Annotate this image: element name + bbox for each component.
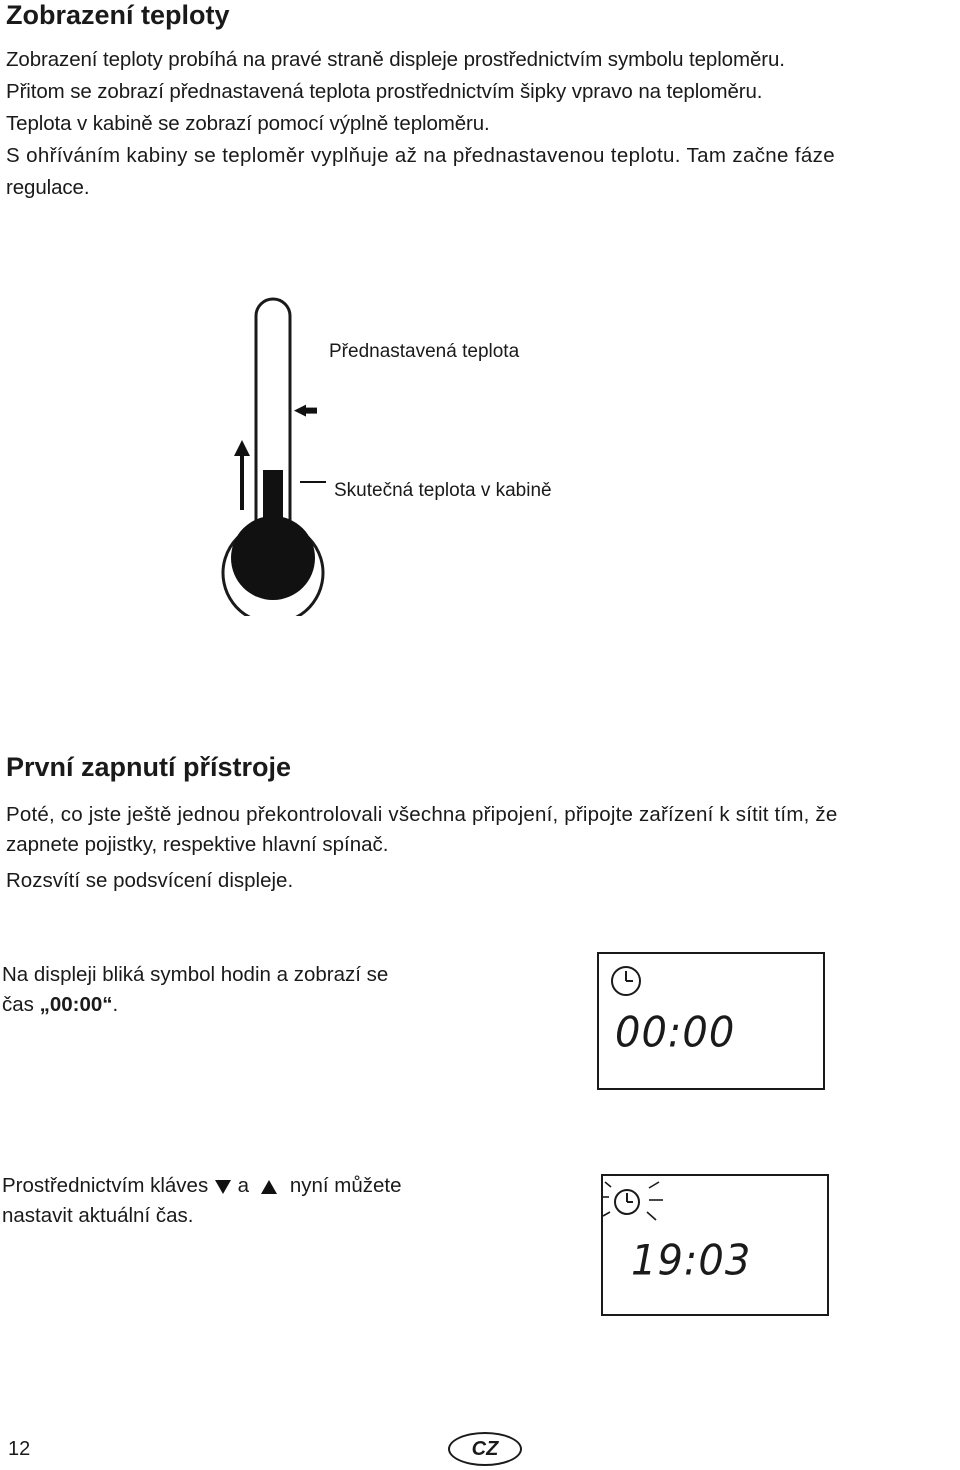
paragraph-line	[2, 990, 388, 1020]
thermometer-fill	[263, 470, 283, 564]
preset-temperature-label: Přednastavená teplota	[329, 341, 520, 362]
step-clock-blinking-text	[2, 960, 388, 1020]
clock-icon	[609, 964, 643, 998]
text-part: Prostřednictvím kláves	[2, 1174, 209, 1197]
actual-temperature-tick	[300, 481, 326, 483]
time-value-bold: „00:00“	[39, 993, 113, 1016]
page-number: 12	[8, 1438, 31, 1460]
lcd-time-readout: 19:03	[631, 1236, 752, 1286]
paragraph-line: regulace.	[6, 176, 90, 199]
actual-temperature-label: Skutečná teplota v kabině	[334, 480, 552, 501]
text-prefix: čas	[2, 993, 40, 1016]
temperature-display-paragraph	[6, 44, 956, 204]
paragraph-line: Zobrazení teploty probíhá na pravé straně displeje prostřednictvím symbolu teploměru.	[6, 48, 785, 71]
paragraph-line: Poté, co jste ještě jednou překontrolovali všechna připojení, připojte zařízení k sítit tím, že	[6, 803, 838, 826]
lcd-display-set-time	[601, 1174, 829, 1316]
paragraph-line	[2, 1171, 402, 1201]
paragraph-line: Přitom se zobrazí přednastavená teplota prostřednictvím šipky vpravo na teploměru.	[6, 80, 763, 103]
language-badge: CZ	[448, 1432, 522, 1466]
preset-arrow-icon	[294, 405, 317, 417]
paragraph-line: S ohříváním kabiny se teploměr vyplňuje až na přednastavenou teplotu. Tam začne fáze	[6, 144, 835, 167]
paragraph-line: Na displeji bliká symbol hodin a zobrazí se	[2, 963, 389, 986]
rising-arrow-icon	[234, 440, 250, 510]
paragraph-line: nastavit aktuální čas.	[2, 1204, 194, 1227]
triangle-down-icon	[214, 1179, 232, 1195]
step-set-time-text	[2, 1171, 402, 1231]
lcd-display-initial	[597, 952, 825, 1090]
text-part: a	[237, 1174, 250, 1197]
section-title-first-power-on: První zapnutí přístroje	[6, 752, 292, 782]
lcd-time-readout: 00:00	[615, 1008, 736, 1058]
section-title-temperature-display: Zobrazení teploty	[6, 0, 230, 30]
text-suffix: .	[112, 993, 119, 1016]
triangle-up-icon	[260, 1179, 278, 1195]
paragraph-line: Teplota v kabině se zobrazí pomocí výplně teploměru.	[6, 112, 490, 135]
first-power-on-paragraph	[6, 800, 837, 896]
blinking-clock-icon	[601, 1178, 671, 1228]
paragraph-line: Rozsvítí se podsvícení displeje.	[6, 869, 294, 892]
text-part: nyní můžete	[289, 1174, 402, 1197]
paragraph-line: zapnete pojistky, respektive hlavní spínač.	[6, 833, 389, 856]
thermometer-diagram	[220, 296, 340, 616]
